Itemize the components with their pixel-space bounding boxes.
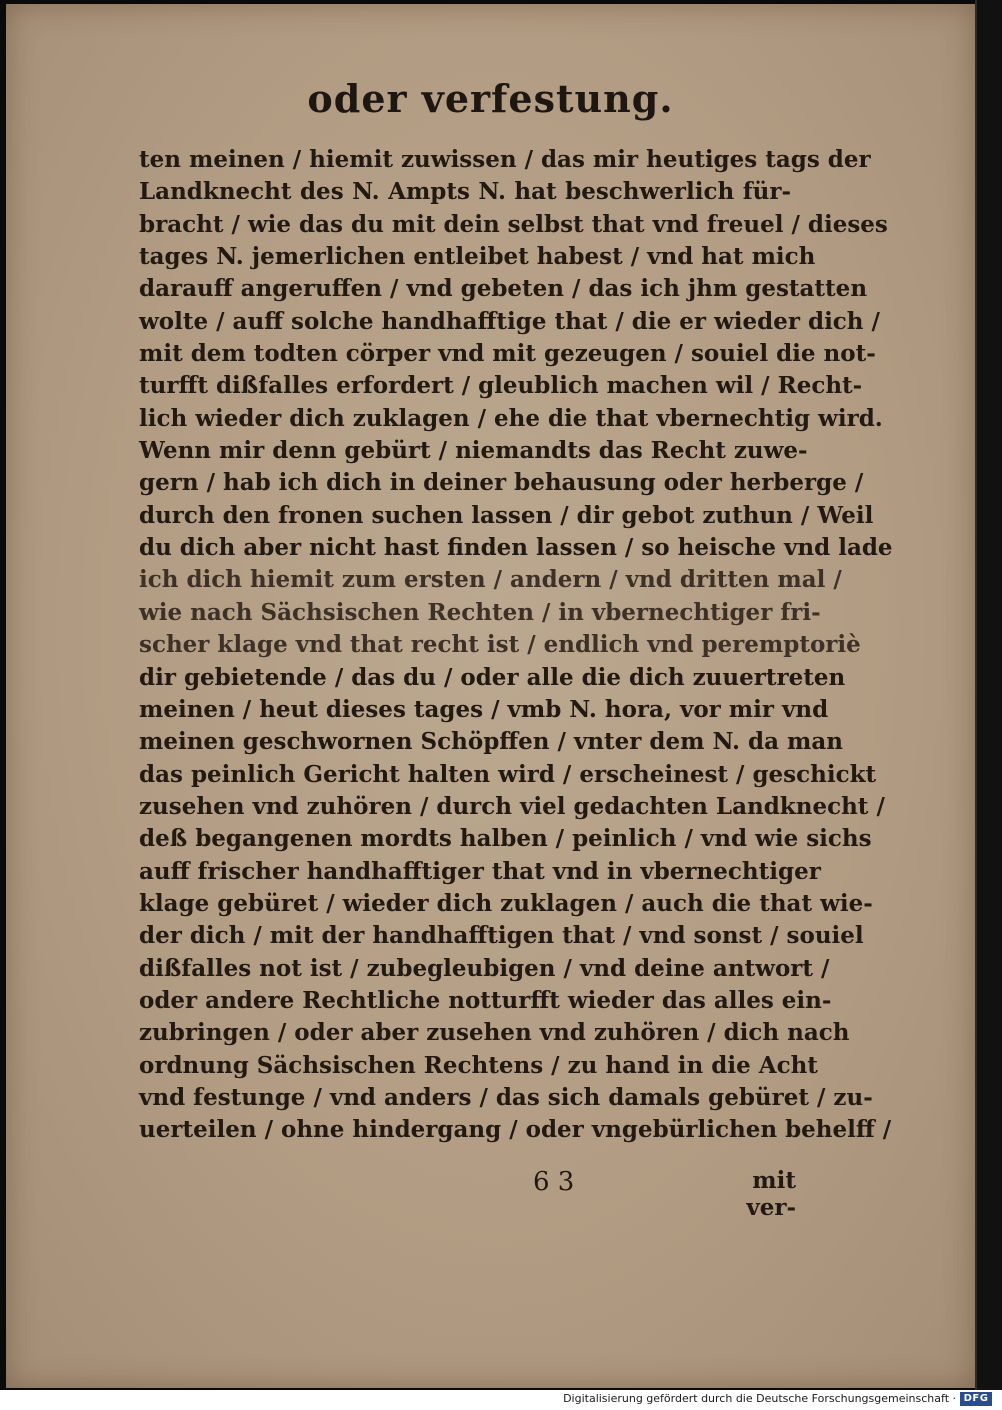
text-line: ten meinen / hiemit zuwissen / das mir heutiges tags der xyxy=(139,146,871,173)
text-line: Landknecht des N. Ampts N. hat beschwerlich für- xyxy=(139,178,791,206)
dfg-logo-icon: DFG xyxy=(960,1392,992,1406)
text-line: ich dich hiemit zum ersten / andern / vnd dritten mal / xyxy=(139,566,842,594)
text-line: turfft dißfalles erfordert / gleublich machen wil / Recht- xyxy=(139,372,863,400)
text-line: durch den fronen suchen lassen / dir gebot zuthun / Weil xyxy=(139,501,874,529)
text-line: der dich / mit der handhafftigen that / vnd sonst / souiel xyxy=(139,922,864,950)
text-line: lich wieder dich zuklagen / ehe die that vbernechtig wird. xyxy=(139,404,883,432)
text-line: scher klage vnd that recht ist / endlich vnd peremptoriè xyxy=(139,631,861,659)
running-head: oder verfestung. xyxy=(307,76,674,121)
text-line: wolte / auff solche handhafftige that / die er wieder dich / xyxy=(139,307,880,335)
funding-credit: Digitalisierung gefördert durch die Deutsche Forschungsgemeinschaft · xyxy=(563,1392,956,1405)
text-line: zubringen / oder aber zusehen vnd zuhören / dich nach xyxy=(139,1019,850,1047)
text-line: dir gebietende / das du / oder alle die dich zuuertreten xyxy=(139,663,846,691)
text-line: auff frischer handhafftiger that vnd in vbernechtiger xyxy=(139,857,821,885)
text-line: uerteilen / ohne hindergang / oder vngebürlichen behelff / xyxy=(139,1116,892,1144)
text-line: zusehen vnd zuhören / durch viel gedachten Landknecht / xyxy=(139,792,885,820)
page-edge xyxy=(975,0,1002,1390)
text-line: vnd festunge / vnd anders / das sich damals gebüret / zu- xyxy=(139,1083,873,1111)
text-line: oder andere Rechtliche notturfft wieder das alles ein- xyxy=(139,986,832,1014)
text-line: meinen geschwornen Schöpffen / vnter dem N. da man xyxy=(139,728,843,756)
text-line: darauff angeruffen / vnd gebeten / das ich jhm gestatten xyxy=(139,275,868,303)
body-text xyxy=(139,144,893,1147)
text-line: tages N. jemerlichen entleibet habest / vnd hat mich xyxy=(139,243,816,271)
text-line: bracht / wie das du mit dein selbst that vnd freuel / dieses xyxy=(139,210,888,238)
text-line: wie nach Sächsischen Rechten / in vbernechtiger fri- xyxy=(139,598,821,626)
text-line: mit dem todten cörper vnd mit gezeugen / souiel die not- xyxy=(139,340,876,368)
catchword: mit ver- xyxy=(746,1167,796,1221)
text-line: dißfalles not ist / zubegleubigen / vnd deine antwort / xyxy=(139,954,830,982)
text-line: deß begangenen mordts halben / peinlich / vnd wie sichs xyxy=(139,825,872,853)
text-line: ordnung Sächsischen Rechtens / zu hand in die Acht xyxy=(139,1051,818,1079)
text-line: du dich aber nicht hast finden lassen / so heische vnd lade xyxy=(139,534,893,562)
text-line: das peinlich Gericht halten wird / erscheinest / geschickt xyxy=(139,760,877,788)
book-page xyxy=(6,4,975,1388)
text-line: klage gebüret / wieder dich zuklagen / auch die that wie- xyxy=(139,889,873,917)
text-line: Wenn mir denn gebürt / niemandts das Recht zuwe- xyxy=(139,437,808,465)
text-line: gern / hab ich dich in deiner behausung oder herberge / xyxy=(139,469,864,497)
footer-strip xyxy=(0,1390,1000,1410)
text-line: meinen / heut dieses tages / vmb N. hora, vor mir vnd xyxy=(139,695,829,723)
signature-mark: 6 3 xyxy=(533,1167,575,1197)
